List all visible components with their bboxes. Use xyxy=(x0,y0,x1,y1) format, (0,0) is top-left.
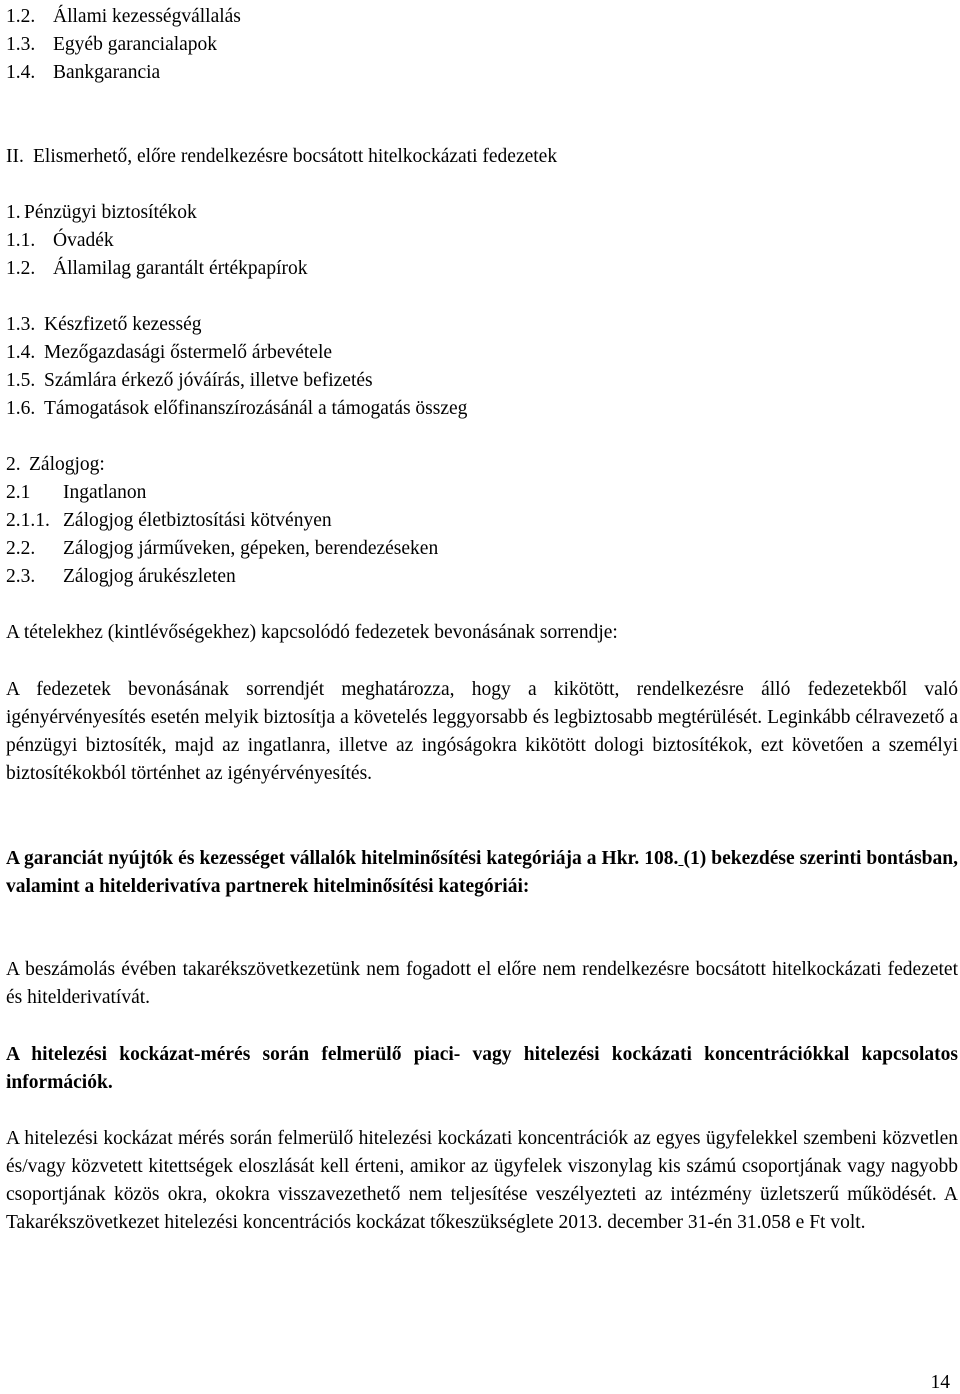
list-item: 2.3. Zálogjog árukészleten xyxy=(6,566,236,587)
list-item: 1.5. Számlára érkező jóváírás, illetve befizetés xyxy=(6,370,373,391)
list-item: 1.6. Támogatások előfinanszírozásánál a támogatás összeg xyxy=(6,398,468,419)
list-item: 1. Pénzügyi biztosítékok xyxy=(6,202,197,223)
list-item: 1.3. Egyéb garancialapok xyxy=(6,34,218,55)
list-item: 2.2. Zálogjog járműveken, gépeken, berendezéseken xyxy=(6,538,439,559)
heading-guarantor-ratings: A garanciát nyújtók és kezességet vállalók hitelminősítési kategóriája a Hkr. 108. (1) bekezdése szerinti bontásban, valamint a hitelderivatíva partnerek hitelminősítési kategóriái: xyxy=(6,848,959,897)
list-item: 2.1.1. Zálogjog életbiztosítási kötvényen xyxy=(6,510,332,531)
list-item: 1.2. Állami kezességvállalás xyxy=(6,6,241,27)
paragraph-concentration-risk: A hitelezési kockázat mérés során felmerülő hitelezési kockázati koncentrációk az egyes ügyfelekkel szembeni közvetlen és/vagy közvetett kitettségek eloszlását kell érteni, amikor az ügyfelek viszonylag kis számú csoportjának vagy nagyobb csoportjának közös okra, okokra visszavezethető nem teljesítése veszélyezteti az intézmény üzletszerű működését. A Takarékszövetkezet hitelezési koncentrációs kockázat tőkeszükséglete 2013. december 31-én 31.058 e Ft volt. xyxy=(6,1128,958,1233)
list-item: 1.1. Óvadék xyxy=(6,230,114,251)
paragraph-coverage-order: A fedezetek bevonásának sorrendjét meghatározza, hogy a kikötött, rendelkezésre álló fedezetekből való igényérvényesítés esetén melyik biztosítja a követelés leggyorsabb és legbiztosabb megtérülését. Leginkább célravezető a pénzügyi biztosíték, majd az ingatlanra, illetve az ingóságokra kikötött dologi biztosítékok, ezt követően a személyi biztosítékokból történhet az igényérvényesítés. xyxy=(6,679,958,784)
paragraph-no-derivatives: A beszámolás évében takarékszövetkezetünk nem fogadott el előre nem rendelkezésre bocsátott hitelkockázati fedezetet és hitelderivatívát. xyxy=(6,959,958,1008)
intro-text: A tételekhez (kintlévőségekhez) kapcsolódó fedezetek bevonásának sorrendje: xyxy=(6,622,618,643)
list-item: 2.1 Ingatlanon xyxy=(6,482,147,503)
heading-concentration-risk: A hitelezési kockázat-mérés során felmerülő piaci- vagy hitelezési kockázati koncentrációkkal kapcsolatos információk. xyxy=(6,1044,958,1093)
page-number: 14 xyxy=(930,1372,950,1393)
list-item: 1.4. Bankgarancia xyxy=(6,62,161,83)
list-item: 1.4. Mezőgazdasági őstermelő árbevétele xyxy=(6,342,333,363)
list-item: 1.3. Készfizető kezesség xyxy=(6,314,202,335)
list-item: 2. Zálogjog: xyxy=(6,454,105,475)
section-heading: II. Elismerhető, előre rendelkezésre bocsátott hitelkockázati fedezetek xyxy=(6,146,558,167)
list-item: 1.2. Államilag garantált értékpapírok xyxy=(6,258,308,279)
